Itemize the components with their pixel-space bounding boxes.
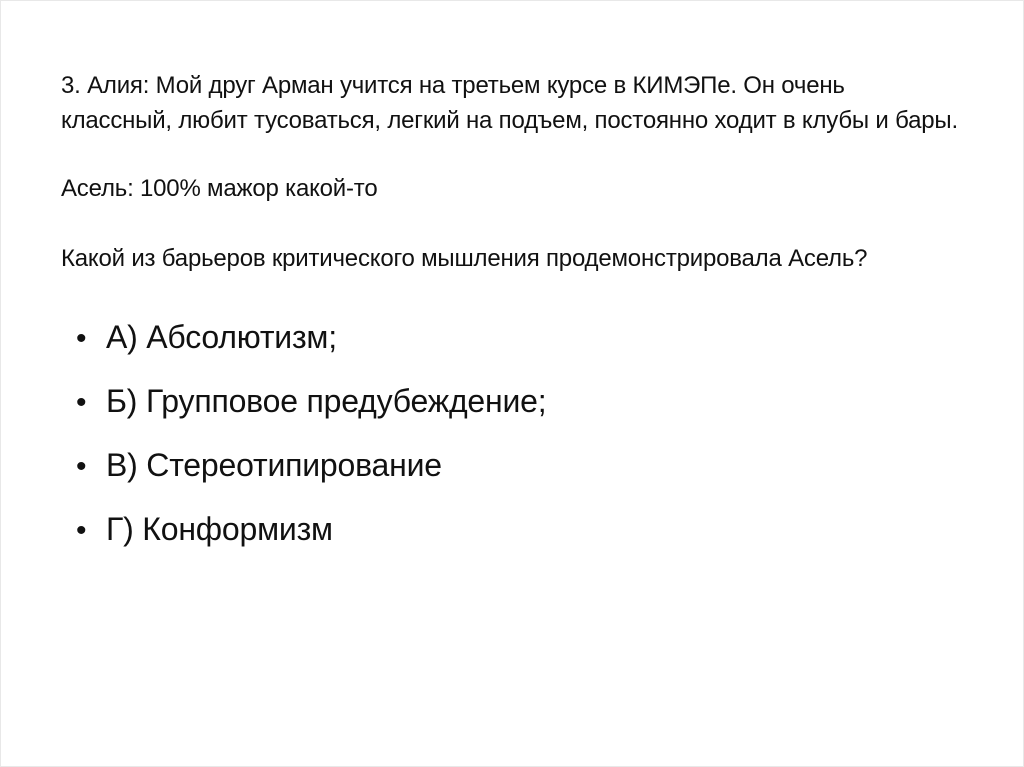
option-v-label: В) Стереотипирование bbox=[106, 447, 442, 483]
dialogue-asel-text: Асель: 100% мажор какой-то bbox=[61, 175, 378, 202]
option-a-label: А) Абсолютизм; bbox=[106, 319, 337, 355]
bullet-icon: • bbox=[76, 386, 87, 419]
bullet-icon: • bbox=[76, 450, 87, 483]
option-v bbox=[76, 444, 959, 488]
option-b-label: Б) Групповое предубеждение; bbox=[106, 383, 547, 419]
option-g bbox=[76, 508, 959, 552]
bullet-icon: • bbox=[76, 514, 87, 547]
bullet-icon: • bbox=[76, 322, 87, 355]
question-text: Какой из барьеров критического мышления продемонстрировала Асель? bbox=[61, 245, 868, 272]
dialogue-alia-text: 3. Алия: Мой друг Арман учится на третьем курсе в КИМЭПе. Он очень классный, любит тусоваться, легкий на подъем, постоянно ходит в клубы и бары. bbox=[61, 72, 958, 134]
option-b bbox=[76, 380, 959, 424]
option-a bbox=[76, 316, 959, 360]
options-list bbox=[76, 316, 959, 552]
option-g-label: Г) Конформизм bbox=[106, 511, 333, 547]
